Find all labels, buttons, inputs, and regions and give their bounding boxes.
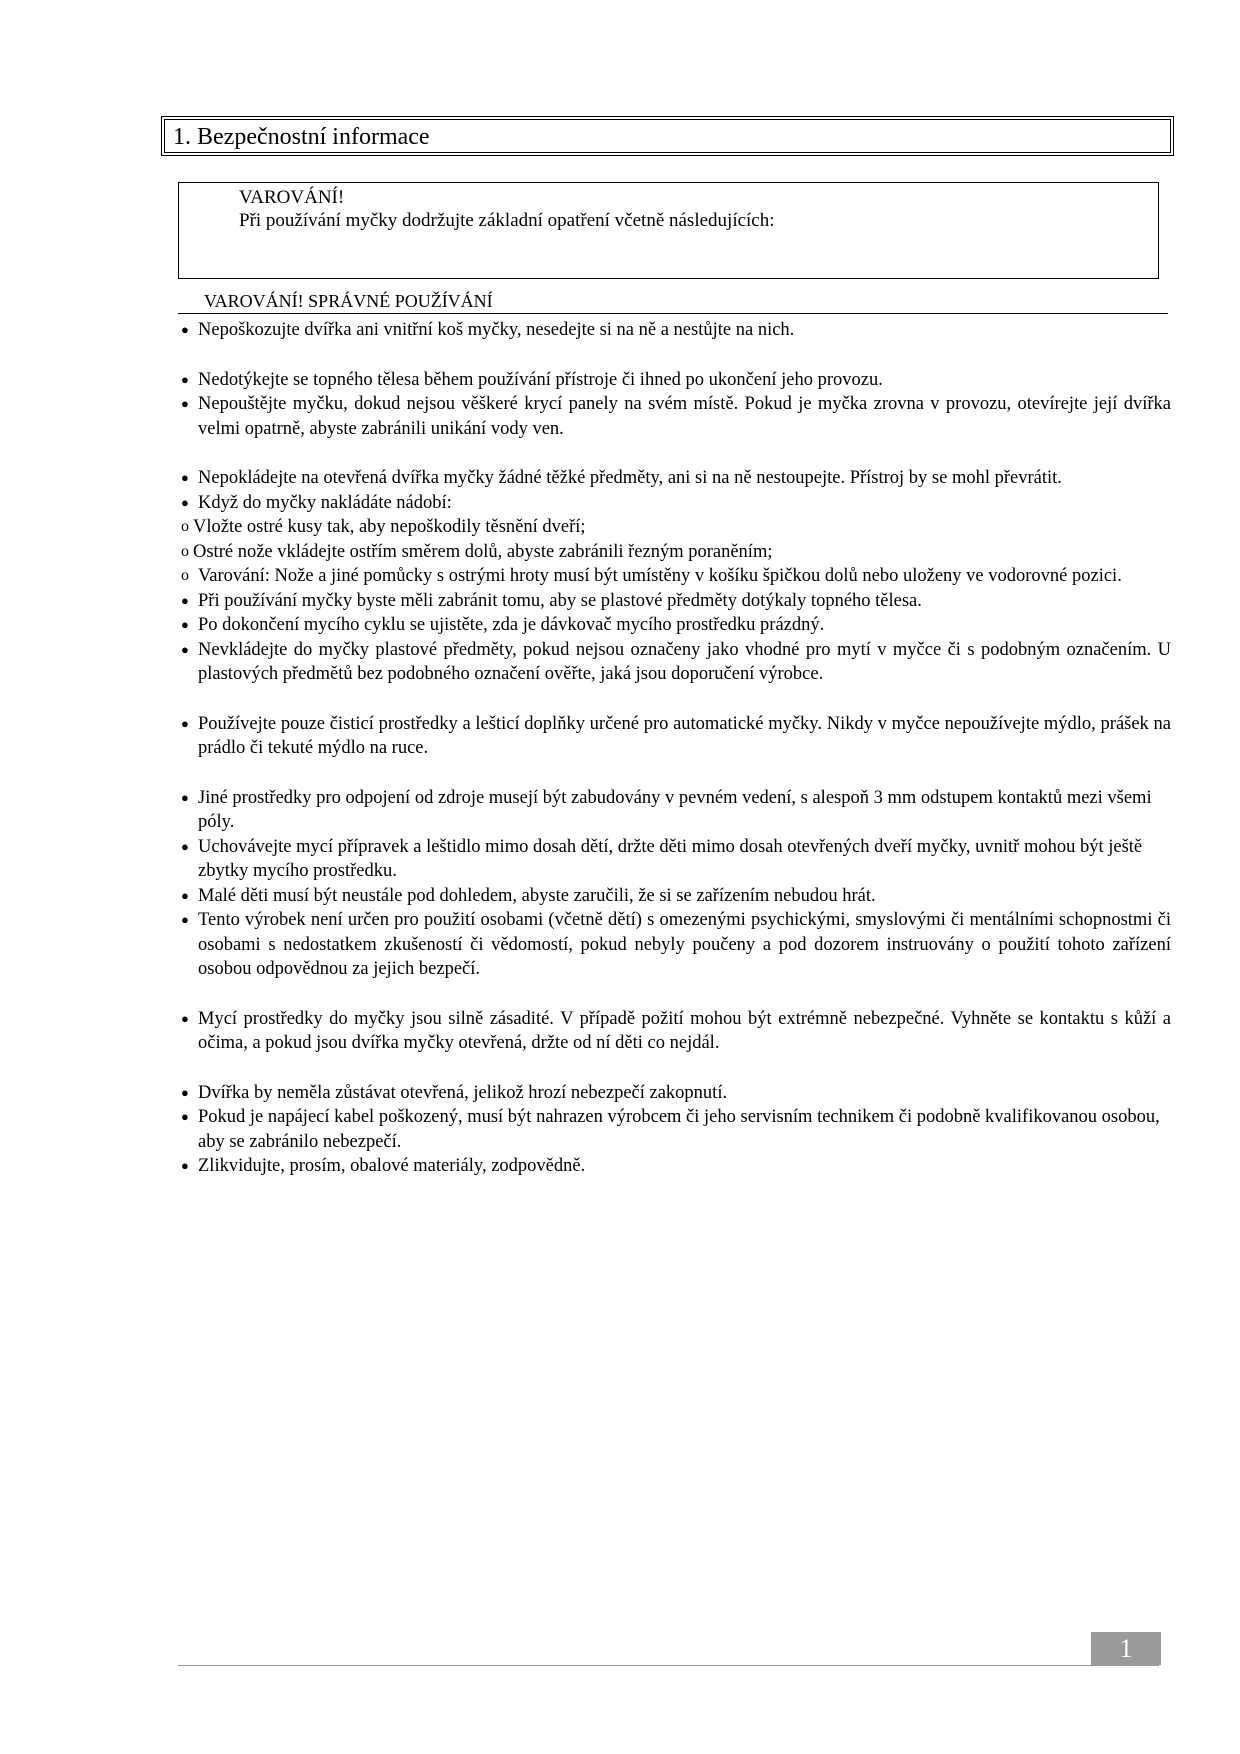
list-item-text: Malé děti musí být neustále pod dohledem, abyste zaručili, že si se zařízením nebudou hrát. (198, 885, 876, 906)
list-item-text: Jiné prostředky pro odpojení od zdroje musejí být zabudovány v pevném vedení, s alespoň 3 mm odstupem kontaktů mezi všemi póly. (198, 787, 1152, 832)
list-item (181, 638, 1171, 687)
bullet-dot: ● (181, 838, 189, 854)
list-item (181, 589, 1171, 614)
list-item (181, 540, 1171, 565)
bullet-dot: ● (181, 887, 189, 903)
safety-list (181, 318, 1171, 1179)
bullet-dot: ● (181, 1158, 189, 1173)
bullet-dot: ● (181, 789, 189, 805)
bullet-dot: ● (181, 912, 189, 927)
list-item (181, 1081, 1171, 1106)
list-item (181, 466, 1171, 491)
list-item (181, 1154, 1171, 1179)
warning-title: VAROVÁNÍ! (239, 187, 345, 208)
bullet-dot: ● (181, 592, 189, 608)
list-item (181, 392, 1171, 441)
list-item-text: Tento výrobek není určen pro použití osobami (včetně dětí) s omezenými psychickými, smyslovými či mentálními schopnostmi či osobami s nedostatkem zkušeností či vědomostí, pokud nebyly poučeny a pod dozorem instruovány o použití tohoto zařízení osobou odpovědnou za jejich bezpečí. (198, 910, 1171, 979)
warning-box (178, 182, 1159, 279)
list-item (181, 1105, 1171, 1154)
list-item-text: Když do myčky nakládáte nádobí: (198, 492, 452, 513)
list-item (181, 786, 1171, 835)
bullet-dot: ● (181, 470, 189, 485)
list-item-text: Uchovávejte mycí přípravek a leštidlo mimo dosah dětí, držte děti mimo dosah otevřených dveří myčky, uvnitř mohou být ještě zbytky mycího prostředku. (198, 836, 1143, 881)
bullet-dot: ● (181, 396, 189, 411)
list-item (181, 613, 1171, 638)
bullet-dot: ● (181, 1010, 189, 1026)
subheading (178, 289, 1168, 314)
list-item-text: Používejte pouze čisticí prostředky a lešticí doplňky určené pro automatické myčky. Nikdy v myčce nepoužívejte mýdlo, prášek na prádlo či tekuté mýdlo na ruce. (198, 713, 1171, 758)
list-item (181, 712, 1171, 761)
bullet-dot: ● (181, 617, 189, 632)
list-item-text: Ostré nože vkládejte ostřím směrem dolů, abyste zabránili řezným poraněním; (193, 541, 773, 562)
list-item-text: Nepokládejte na otevřená dvířka myčky žádné těžké předměty, ani si na ně nestoupejte. Přístroj by se mohl převrátit. (198, 468, 1062, 488)
bullet-dot: ● (181, 715, 189, 731)
list-item (181, 515, 1171, 540)
bullet-dot: ● (181, 494, 189, 510)
footer-divider (178, 1665, 1159, 1666)
bullet-dot: ● (181, 322, 189, 337)
section-title: 1. Bezpečnostní informace (164, 119, 1171, 153)
bullet-dot: ● (181, 641, 189, 657)
list-item (181, 884, 1171, 909)
list-item-text: Mycí prostředky do myčky jsou silně zásadité. V případě požití mohou být extrémně nebezpečné. Vyhněte se kontaktu s kůží a očima, a pokud jsou dvířka myčky otevřená, držte od ní děti co nejdál. (198, 1008, 1171, 1053)
list-item (181, 318, 1171, 343)
list-item-text: Dvířka by neměla zůstávat otevřená, jelikož hrozí nebezpečí zakopnutí. (198, 1082, 728, 1103)
list-item-text: Vložte ostré kusy tak, aby nepoškodily těsnění dveří; (193, 517, 586, 537)
list-item-text: Při používání myčky byste měli zabránit tomu, aby se plastové předměty dotýkaly topného tělesa. (198, 590, 922, 611)
list-item (181, 908, 1171, 982)
bullet-dot: ● (181, 371, 189, 387)
subheading-text: VAROVÁNÍ! SPRÁVNÉ POUŽÍVÁNÍ (204, 291, 493, 311)
list-item (181, 564, 1171, 589)
list-item (181, 368, 1171, 393)
list-item-text: Nepoškozujte dvířka ani vnitřní koš myčky, nesedejte si na ně a nestůjte na nich. (198, 320, 795, 340)
bullet-circle: o (181, 518, 189, 535)
page-number: 1 (1091, 1632, 1161, 1665)
list-item (181, 491, 1171, 516)
list-item-text: Zlikvidujte, prosím, obalové materiály, zodpovědně. (198, 1156, 586, 1176)
list-item (181, 1007, 1171, 1056)
bullet-circle: o (181, 567, 189, 584)
list-item-text: Pokud je napájecí kabel poškozený, musí být nahrazen výrobcem či jeho servisním technikem či podobně kvalifikovanou osobou, aby se zabránilo nebezpečí. (198, 1107, 1160, 1152)
bullet-dot: ● (181, 1084, 189, 1100)
list-item-text: Po dokončení mycího cyklu se ujistěte, zda je dávkovač mycího prostředku prázdný. (198, 615, 825, 635)
bullet-circle: o (181, 542, 189, 560)
list-item-text: Nevkládejte do myčky plastové předměty, pokud nejsou označeny jako vhodné pro mytí v myčce či s podobným označením. U plastových předmětů bez podobného označení ověřte, jaká jsou doporučení výrobce. (198, 639, 1171, 684)
list-item-text: Varování: Nože a jiné pomůcky s ostrými hroty musí být umístěny v košíku špičkou dolů nebo uloženy ve vodorovné pozici. (198, 566, 1122, 586)
warning-text: Při používání myčky dodržujte základní opatření včetně následujících: (239, 210, 775, 231)
bullet-dot: ● (181, 1109, 189, 1124)
list-item-text: Nedotýkejte se topného tělesa během používání přístroje či ihned po ukončení jeho provozu. (198, 369, 883, 390)
list-item (181, 835, 1171, 884)
list-item-text: Nepouštějte myčku, dokud nejsou věškeré krycí panely na svém místě. Pokud je myčka zrovna v provozu, otevírejte její dvířka velmi opatrně, abyste zabránili unikání vody ven. (198, 394, 1171, 439)
